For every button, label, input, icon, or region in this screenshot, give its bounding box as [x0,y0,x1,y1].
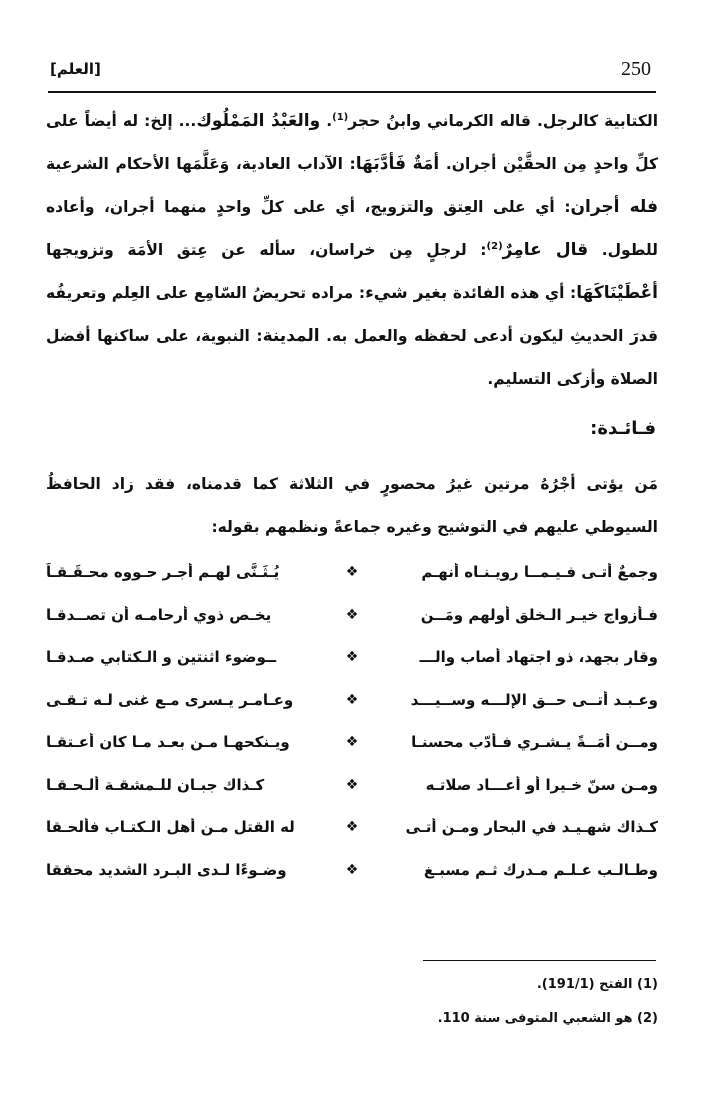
footnote-1 [46,968,658,1002]
section-paragraph [46,463,658,549]
hemistich-first: وطـالـب عـلـم مـدرك ثـم مسبـغ [423,860,658,879]
poem-verse [46,806,658,849]
chapter-title: [العلم] [50,60,101,78]
keyword: فله أجران [570,197,658,217]
poem-verse [46,721,658,764]
verse-separator-icon: ❖ [345,606,359,623]
hemistich-second: ويـنكحهـا مـن بعـد مـا كان أعـتقـا [46,733,290,752]
poem-verse [46,594,658,637]
verse-separator-icon: ❖ [345,819,359,836]
verse-separator-icon: ❖ [345,691,359,708]
header-divider [48,91,656,93]
hemistich-first: وعـبـد أتــى حــق الإلـــه وســيـــد [410,690,658,709]
poem-verse [46,636,658,679]
commentary-paragraph [46,100,658,401]
hemistich-second: يخـص ذوي أرحامـه أن تصــدقـا [46,605,272,624]
keyword: فَأدَّبَهَا [355,154,406,174]
hemistich-second: كـذاك جبـان للـمشقـة ألـحـقـا [46,775,265,794]
keyword: قال عامِرٌ [502,240,589,260]
keyword: بغير شيء [365,283,448,303]
verse-separator-icon: ❖ [345,564,359,581]
section-heading: فـائـدة: [590,418,656,439]
commentary-text: الكتابية كالرجل. قاله الكرماني وابنُ حجر$^{(1)}$. والعَبْدُ المَمْلُوك... إلخ: له أيضاً على كلِّ واحدٍ مِن الحقَّيْن أجران. أمَةٌ فَأدَّبَهَا: الآداب العادية، وَعَلَّمَها الأحكام الشرعية فله أجران: أي على العِتق والتزويج، أي على كلِّ واحدٍ منهما أجران، وأعاده للطول. قال عامِرٌ$^{(2)}$: لرجلٍ مِن خراسان، سأله عن عِتق الأمَة وتزويجها أعْطَيْنَاكَهَا: أي هذه الفائدة بغير شيء: مراده تحريضُ السّامِع على العِلم وتعريفُه قدرَ الحديثِ ليكون أدعى لحفظه والعمل به. المدينة: النبوية، على ساكنها أفضل الصلاة وأزكى التسليم. [46,111,659,388]
poem-verse [46,679,658,722]
hemistich-second: له القتل مـن أهل الـكتـاب فألحـقا [46,818,295,837]
verse-separator-icon: ❖ [345,734,359,751]
hemistich-first: ومــن أمَــةً يـشـري فـأدّب محسنـا [411,733,658,752]
hemistich-second: ــوضوء اثنتين و الـكتابي صـدقـا [46,648,277,667]
footnote-text: هو الشعبي المتوفى سنة 110. [437,1011,633,1026]
hemistich-second: وعـامـر يـسرى مـع غنى لـه تـقـى [46,690,294,709]
keyword: أمَةٌ [412,154,440,174]
footnotes [46,968,658,1036]
keyword: أعْطَيْنَاكَهَا [576,283,658,303]
poem-verse [46,849,658,892]
footnote-divider [423,960,656,961]
section-text: مَن يؤتى أجْرُهُ مرتين غيرُ محصورٍ في الثلاثة كما قدمناه، فقد زاد الحافظُ السيوطي عليهم في التوشيح وغيره جماعةً ونظمهم بقوله: [46,475,658,536]
page-number: 250 [621,58,651,80]
footnote-ref-1: (1) [332,111,349,123]
verse-separator-icon: ❖ [345,861,359,878]
verse-separator-icon: ❖ [345,649,359,666]
footnote-number: (1) [637,977,658,992]
poem [46,551,658,891]
keyword: والعَبْدُ المَمْلُوك [196,111,321,131]
page-header [48,52,656,92]
footnote-number: (2) [637,1011,658,1026]
poem-verse [46,551,658,594]
hemistich-first: وقارٍ بجهد، ذو اجتهاد أصاب والـــ [419,648,658,667]
hemistich-first: كـذاك شهـيـد في البحار ومـن أتـى [405,818,658,837]
hemistich-second: يُـثَـنَّى لهـم أجـر حـووه محـقَـقـاً [46,563,280,582]
footnote-text: الفتح (191/1). [536,977,633,992]
hemistich-first: وجمعٌ أتـى فـيـمــا رويـنـاه أنهـم [421,563,658,582]
footnote-ref-2: (2) [486,240,503,252]
verse-separator-icon: ❖ [345,776,359,793]
poem-verse [46,764,658,807]
hemistich-second: وضـوءًا لـدى البـرد الشديد محققا [46,860,287,879]
keyword: المدينة [262,326,320,346]
hemistich-first: فـأزواج خيـرِ الـخلق أولهم ومَــن [420,605,658,624]
hemistich-first: ومـن سنّ خـيرا أو أعـــاد صلاتـه [425,775,658,794]
footnote-2 [46,1002,658,1036]
